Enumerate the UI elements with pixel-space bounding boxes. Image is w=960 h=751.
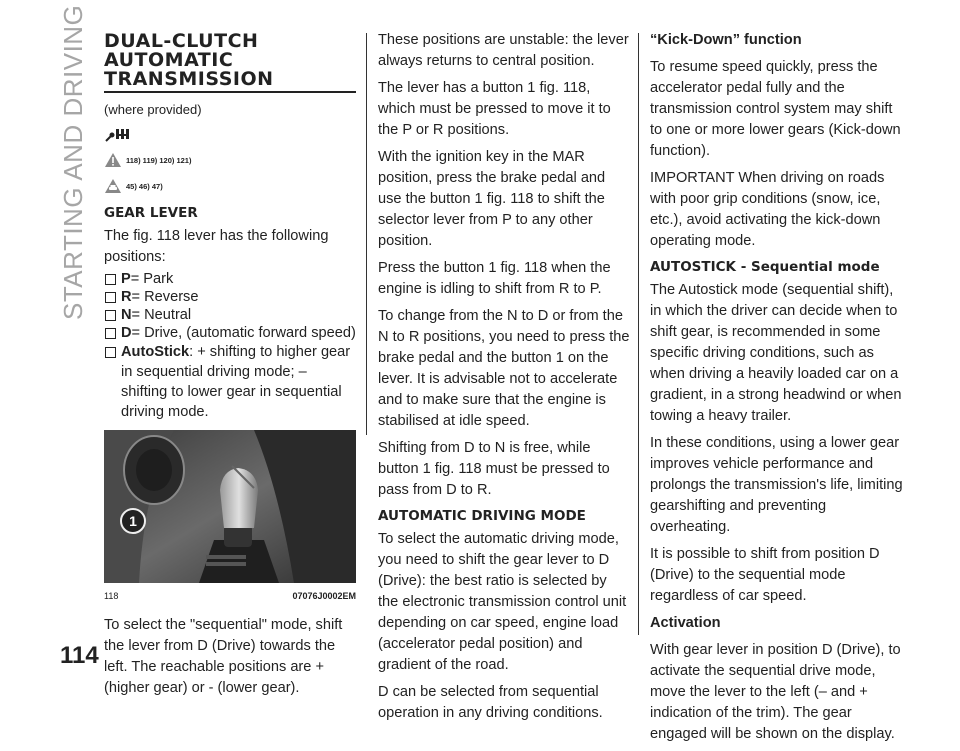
bullet-box-icon — [105, 292, 116, 303]
col3-paragraph-3: The Autostick mode (sequential shift), in which the driver can decide when to shift gear, is recommended in some specific driving conditions, such as when driving a heavily loaded car on a gradient, in a strong headwind or when towing a heavy trailer. — [650, 282, 902, 424]
position-key: D — [121, 325, 132, 341]
figure-caption — [104, 586, 356, 607]
column-divider-2 — [638, 33, 639, 635]
col2-paragraph-3: With the ignition key in the MAR position, press the brake pedal and use the button 1 fig. 118 to shift the selector lever from P to any other position. — [378, 149, 606, 249]
title-line-2: AUTOMATIC — [104, 49, 234, 71]
col2-paragraph-5: To change from the N to D or from the N to R positions, you need to press the brake pedal and the button 1 on the lever. It is advisable not to accelerate and to make sure that the engine is stabilised at idle speed. — [378, 308, 630, 429]
gear-lever-illustration — [104, 430, 356, 583]
column-1 — [104, 30, 356, 705]
col3-paragraph-4: In these conditions, using a lower gear improves vehicle performance and prolongs the transmission's life, limiting gearshifting and preventing overheating. — [650, 435, 903, 535]
activation-title: Activation — [650, 615, 721, 631]
position-text: = Park — [130, 271, 174, 287]
position-key: N — [121, 307, 132, 323]
caution-references: 45) 46) 47) — [126, 181, 163, 191]
page-number: 114 — [60, 642, 99, 669]
sequential-select-paragraph: To select the "sequential" mode, shift the lever from D (Drive) towards the left. The reachable positions are + (higher gear) or - (lower gear). — [104, 617, 343, 696]
warning-triangle-icon — [104, 152, 122, 168]
autostick-text: : + shifting to higher gear in sequential driving mode; – shifting to lower gear in sequential driving mode. — [121, 344, 351, 420]
position-text: = Drive, (automatic forward speed) — [131, 325, 356, 341]
autostick-heading: AUTOSTICK - Sequential mode — [650, 259, 880, 275]
position-text: = Neutral — [131, 307, 192, 323]
page-title — [104, 32, 356, 93]
col2-paragraph-4: Press the button 1 fig. 118 when the engine is idling to shift from R to P. — [378, 260, 611, 297]
position-item-r — [104, 288, 356, 306]
gear-lever-heading: GEAR LEVER — [104, 205, 198, 221]
bullet-box-icon — [105, 347, 116, 358]
gear-lever-photo — [104, 430, 356, 583]
transmission-icon-row — [104, 124, 356, 146]
section-side-title-text: STARTING AND DRIVING — [58, 4, 88, 320]
warning-references: 118) 119) 120) 121) — [126, 155, 192, 165]
bullet-box-icon — [105, 310, 116, 321]
page-subtitle: (where provided) — [104, 102, 202, 117]
col2-paragraph-8: D can be selected from sequential operation in any driving conditions. — [378, 684, 603, 721]
position-item-autostick — [104, 342, 356, 422]
position-key: P — [121, 271, 131, 287]
kick-down-title: “Kick-Down” function — [650, 32, 802, 48]
section-side-title — [58, 4, 88, 320]
bullet-box-icon — [105, 274, 116, 285]
title-line-3: TRANSMISSION — [104, 68, 274, 90]
col3-paragraph-5: It is possible to shift from position D (Drive) to the sequential mode regardless of car speed. — [650, 546, 880, 604]
position-key: R — [121, 289, 132, 305]
position-item-p — [104, 270, 356, 288]
figure-number: 118 — [104, 591, 119, 601]
callout-1-badge: 1 — [120, 508, 146, 534]
col2-paragraph-2: The lever has a button 1 fig. 118, which must be pressed to move it to the P or R positions. — [378, 80, 611, 138]
automatic-transmission-icon — [104, 125, 134, 145]
col2-paragraph-6: Shifting from D to N is free, while button 1 fig. 118 must be pressed to pass from D to R. — [378, 440, 610, 498]
position-text: = Reverse — [131, 289, 199, 305]
position-item-d — [104, 324, 356, 342]
column-3 — [650, 30, 906, 751]
gear-lever-intro: The fig. 118 lever has the following positions: — [104, 228, 329, 265]
col2-paragraph-1: These positions are unstable: the lever always returns to central position. — [378, 32, 629, 69]
column-2 — [378, 30, 630, 730]
warning-refs-row — [104, 148, 356, 172]
position-item-n — [104, 306, 356, 324]
figure-code: 07076J0002EM — [292, 591, 356, 601]
col2-paragraph-7: To select the automatic driving mode, you need to shift the gear lever to D (Drive): the best ratio is selected by the electronic transmission control unit depending on car speed, engine load (accelerator pedal position) and gradient of the road. — [378, 531, 627, 673]
autostick-key: AutoStick — [121, 344, 190, 360]
automatic-driving-heading: AUTOMATIC DRIVING MODE — [378, 508, 586, 524]
col3-paragraph-2: IMPORTANT When driving on roads with poor grip conditions (snow, ice, etc.), avoid activating the kick-down operating mode. — [650, 170, 885, 249]
title-line-1: DUAL-CLUTCH — [104, 30, 259, 52]
column-divider-1 — [366, 33, 367, 435]
col3-paragraph-1: To resume speed quickly, press the accelerator pedal fully and the transmission control system may shift to one or more lower gears (Kick-down function). — [650, 59, 901, 159]
caution-car-icon — [104, 178, 122, 194]
caution-refs-row — [104, 174, 356, 198]
bullet-box-icon — [105, 328, 116, 339]
col3-paragraph-6: With gear lever in position D (Drive), to activate the sequential drive mode, move the lever to the left (– and + indication of the trim). The gear engaged will be shown on the display. — [650, 642, 901, 742]
